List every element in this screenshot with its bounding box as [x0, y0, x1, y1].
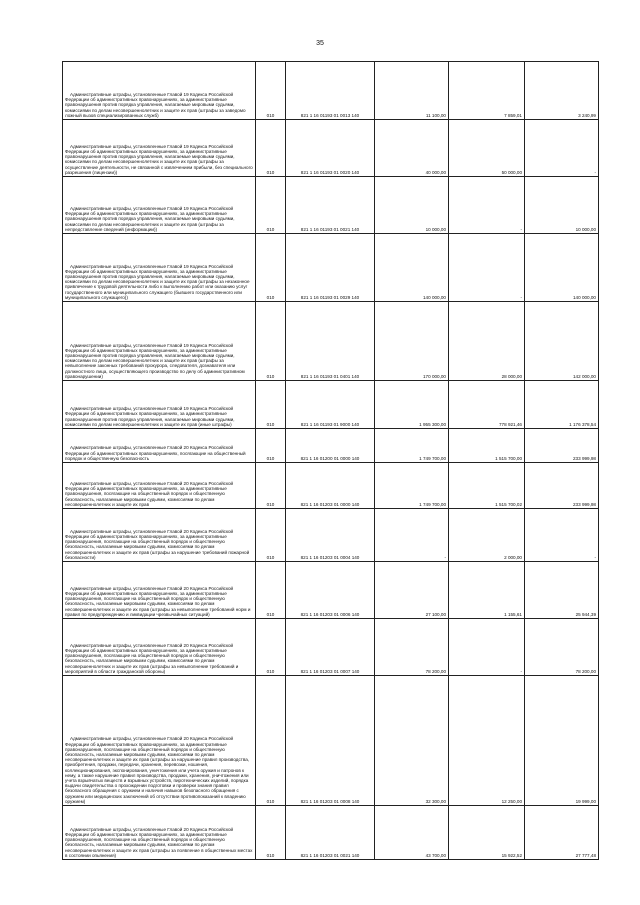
row-line-code-cell: 010 [256, 562, 286, 619]
row-name-cell [63, 234, 256, 302]
table-row [63, 806, 599, 860]
row-budget-code-cell: 821 1 16 01193 01 0020 140 [286, 120, 375, 177]
table-row [63, 509, 599, 562]
row-name-text: Административные штрафы, установленные Главой 19 Кодекса Российской Федерации об административных правонарушениях, за административные правонарушения против порядка управления, налагаемые мировыми судьями, комиссиями по делам несовершеннолетних и защите их прав (иные штрафы) [65, 406, 235, 427]
row-name-text: Административные штрафы, установленные Главой 19 Кодекса Российской Федерации об административных правонарушениях, за административные правонарушения против порядка управления, налагаемые мировыми судьями, комиссиями по делам несовершеннолетних и защите их прав (штрафы за осуществление деятельности, не связанной с извлечением прибыли, без специального разрешения (лицензии)) [65, 143, 253, 175]
row-line-code-cell: 010 [256, 429, 286, 463]
row-executed-cell: 12 250,00 [449, 676, 525, 806]
row-name-text: Административные штрафы, установленные Главой 20 Кодекса Российской Федерации об административных правонарушениях, за административные правонарушения, посягающие на общественный порядок и общественную безопасность, налагаемые мировыми судьями, комиссиями по делам несовершеннолетних и защите их прав (штрафы за невыполнение требований норм и правил по предупреждению и ликвидации чрезвычайных ситуаций) [65, 585, 251, 617]
row-line-code-cell: 010 [256, 62, 286, 120]
table-row [63, 381, 599, 429]
table-row [63, 302, 599, 381]
row-name-cell [63, 429, 256, 463]
row-planned-cell: 10 000,00 [375, 177, 449, 234]
row-name-cell [63, 676, 256, 806]
row-executed-cell: - [449, 234, 525, 302]
row-unexecuted-cell: 140 000,00 [525, 234, 599, 302]
table-row [63, 62, 599, 120]
row-name-cell [63, 302, 256, 381]
row-name-cell [63, 619, 256, 676]
row-name-text: Административные штрафы, установленные Главой 20 Кодекса Российской Федерации об административных правонарушениях, за административные правонарушения, посягающие на общественный порядок и общественную безопасность, налагаемые мировыми судьями, комиссиями по делам несовершеннолетних и защите их прав (штрафы за нарушение правил производства, приобретения, продажи, передачи, хранения, перевозки, ношения, коллекционирования, экспонирования, уничтожения или учета оружия и патронов к нему, а также нарушение правил производства, продажи, хранения, уничтожения или учета взрывчатых веществ и взрывных устройств, пиротехнических изделий, порядка выдачи свидетельства о прохождении подготовки и проверки знания правил безопасного обращения с оружием и наличия навыков безопасного обращения с оружием или медицинских заключений об отсутствии противопоказаний к владению оружием) [65, 736, 250, 804]
row-name-text: Административные штрафы, установленные Главой 20 Кодекса Российской Федерации об административных правонарушениях, за административные правонарушения, посягающие на общественный порядок и общественную безопасность, налагаемые мировыми судьями, комиссиями по делам несовершеннолетних и защите их прав [65, 480, 234, 507]
page-number: 35 [316, 40, 324, 47]
row-name-text: Административные штрафы, установленные Главой 20 Кодекса Российской Федерации об административных правонарушениях, за административные правонарушения, посягающие на общественный порядок и общественную безопасность, налагаемые мировыми судьями, комиссиями по делам несовершеннолетних и защите их прав (штрафы за появление в общественных местах в состоянии опьянения) [65, 826, 253, 858]
row-name-text: Административные штрафы, установленные Главой 19 Кодекса Российской Федерации об административных правонарушениях, за административные правонарушения против порядка управления, налагаемые мировыми судьями, комиссиями по делам несовершеннолетних и защите их прав (штрафы за непредставление сведений (информации)) [65, 205, 235, 232]
row-unexecuted-cell: 142 000,00 [525, 302, 599, 381]
row-planned-cell: 140 000,00 [375, 234, 449, 302]
row-line-code-cell: 010 [256, 619, 286, 676]
row-name-cell [63, 562, 256, 619]
row-unexecuted-cell: 233 999,98 [525, 429, 599, 463]
table-row [63, 429, 599, 463]
row-unexecuted-cell: 1 176 378,54 [525, 381, 599, 429]
row-executed-cell: 28 000,00 [449, 302, 525, 381]
row-name-cell [63, 120, 256, 177]
row-executed-cell: 50 000,00 [449, 120, 525, 177]
row-executed-cell: 1 155,61 [449, 562, 525, 619]
table-row [63, 676, 599, 806]
revenue-table [62, 61, 599, 860]
row-unexecuted-cell: 10 000,00 [525, 177, 599, 234]
row-executed-cell: 1 515 700,00 [449, 429, 525, 463]
row-planned-cell: 40 000,00 [375, 120, 449, 177]
row-name-text: Административные штрафы, установленные Главой 20 Кодекса Российской Федерации об административных правонарушениях, за административные правонарушения, посягающие на общественный порядок и общественную безопасность, налагаемые мировыми судьями, комиссиями по делам несовершеннолетних и защите их прав (штрафы за невыполнение требований и мероприятий в области гражданской обороны) [65, 642, 239, 674]
row-unexecuted-cell: 3 240,99 [525, 62, 599, 120]
row-unexecuted-cell: 25 944,39 [525, 562, 599, 619]
row-line-code-cell: 010 [256, 676, 286, 806]
row-executed-cell: 1 515 700,02 [449, 463, 525, 509]
row-budget-code-cell: 821 1 16 01200 01 0000 140 [286, 429, 375, 463]
row-line-code-cell: 010 [256, 509, 286, 562]
row-unexecuted-cell: 19 999,00 [525, 676, 599, 806]
row-executed-cell: 7 859,01 [449, 62, 525, 120]
row-planned-cell: 32 300,00 [375, 676, 449, 806]
table-row [63, 562, 599, 619]
row-name-cell [63, 509, 256, 562]
row-name-text: Административные штрафы, установленные Главой 20 Кодекса Российской Федерации об административных правонарушениях, посягающие на общественный порядок и общественную безопасность [65, 445, 246, 461]
row-unexecuted-cell: 78 200,00 [525, 619, 599, 676]
row-name-text: Административные штрафы, установленные Главой 19 Кодекса Российской Федерации об административных правонарушениях, за административные правонарушения против порядка управления, налагаемые мировыми судьями, комиссиями по делам несовершеннолетних и защите их прав (штрафы за невыполнение законных требований прокурора, следователя, дознавателя или должностного лица, осуществляющего производство по делу об административном правонарушении) [65, 342, 245, 379]
row-name-cell [63, 177, 256, 234]
row-budget-code-cell: 821 1 16 01193 01 0401 140 [286, 302, 375, 381]
row-planned-cell: 27 100,00 [375, 562, 449, 619]
row-line-code-cell: 010 [256, 381, 286, 429]
row-line-code-cell: 010 [256, 806, 286, 860]
row-name-text: Административные штрафы, установленные Главой 19 Кодекса Российской Федерации об административных правонарушениях, за административные правонарушения против порядка управления, налагаемые мировыми судьями, комиссиями по делам несовершеннолетних и защите их прав (штрафы за незаконное привлечение к трудовой деятельности либо к выполнению работ или оказанию услуг государственного или муниципального служащего (бывшего государственного или муниципального служащего)) [65, 263, 250, 300]
row-planned-cell: 78 200,00 [375, 619, 449, 676]
row-planned-cell: 11 100,00 [375, 62, 449, 120]
row-planned-cell: 43 700,00 [375, 806, 449, 860]
row-executed-cell: - [449, 619, 525, 676]
row-budget-code-cell: 821 1 16 01203 01 0000 140 [286, 463, 375, 509]
row-budget-code-cell: 821 1 16 01203 01 0006 140 [286, 562, 375, 619]
revenue-table-body [63, 62, 599, 860]
row-budget-code-cell: 821 1 16 01193 01 9000 140 [286, 381, 375, 429]
row-planned-cell: 1 955 300,00 [375, 381, 449, 429]
row-budget-code-cell: 821 1 16 01203 01 0021 140 [286, 806, 375, 860]
row-unexecuted-cell: - [525, 509, 599, 562]
row-line-code-cell: 010 [256, 463, 286, 509]
row-name-cell [63, 463, 256, 509]
table-row [63, 234, 599, 302]
row-name-cell [63, 806, 256, 860]
row-budget-code-cell: 821 1 16 01203 01 0004 140 [286, 509, 375, 562]
row-executed-cell: 2 000,00 [449, 509, 525, 562]
table-row [63, 463, 599, 509]
row-unexecuted-cell: - [525, 120, 599, 177]
row-name-cell [63, 381, 256, 429]
row-executed-cell: 778 921,46 [449, 381, 525, 429]
row-budget-code-cell: 821 1 16 01193 01 0013 140 [286, 62, 375, 120]
row-line-code-cell: 010 [256, 302, 286, 381]
row-budget-code-cell: 821 1 16 01193 01 0021 140 [286, 177, 375, 234]
row-budget-code-cell: 821 1 16 01193 01 0029 140 [286, 234, 375, 302]
row-name-cell [63, 62, 256, 120]
table-row [63, 619, 599, 676]
row-planned-cell: 170 000,00 [375, 302, 449, 381]
row-line-code-cell: 010 [256, 234, 286, 302]
row-planned-cell: 1 749 700,00 [375, 429, 449, 463]
row-planned-cell: - [375, 509, 449, 562]
row-name-text: Административные штрафы, установленные Главой 19 Кодекса Российской Федерации об административных правонарушениях, за административные правонарушения против порядка управления, налагаемые мировыми судьями, комиссиями по делам несовершеннолетних и защите их прав (штрафы за заведомо ложный вызов специализированных служб) [65, 91, 246, 118]
row-planned-cell: 1 749 700,00 [375, 463, 449, 509]
row-unexecuted-cell: 233 999,98 [525, 463, 599, 509]
table-row [63, 177, 599, 234]
row-budget-code-cell: 821 1 16 01203 01 0007 140 [286, 619, 375, 676]
row-budget-code-cell: 821 1 16 01203 01 0008 140 [286, 676, 375, 806]
row-name-text: Административные штрафы, установленные Главой 20 Кодекса Российской Федерации об административных правонарушениях, за административные правонарушения, посягающие на общественный порядок и общественную безопасность, налагаемые мировыми судьями, комиссиями по делам несовершеннолетних и защите их прав (штрафы за нарушение требований пожарной безопасности) [65, 528, 250, 560]
row-line-code-cell: 010 [256, 120, 286, 177]
table-row [63, 120, 599, 177]
row-unexecuted-cell: 27 777,48 [525, 806, 599, 860]
row-executed-cell: - [449, 177, 525, 234]
row-executed-cell: 15 922,52 [449, 806, 525, 860]
row-line-code-cell: 010 [256, 177, 286, 234]
